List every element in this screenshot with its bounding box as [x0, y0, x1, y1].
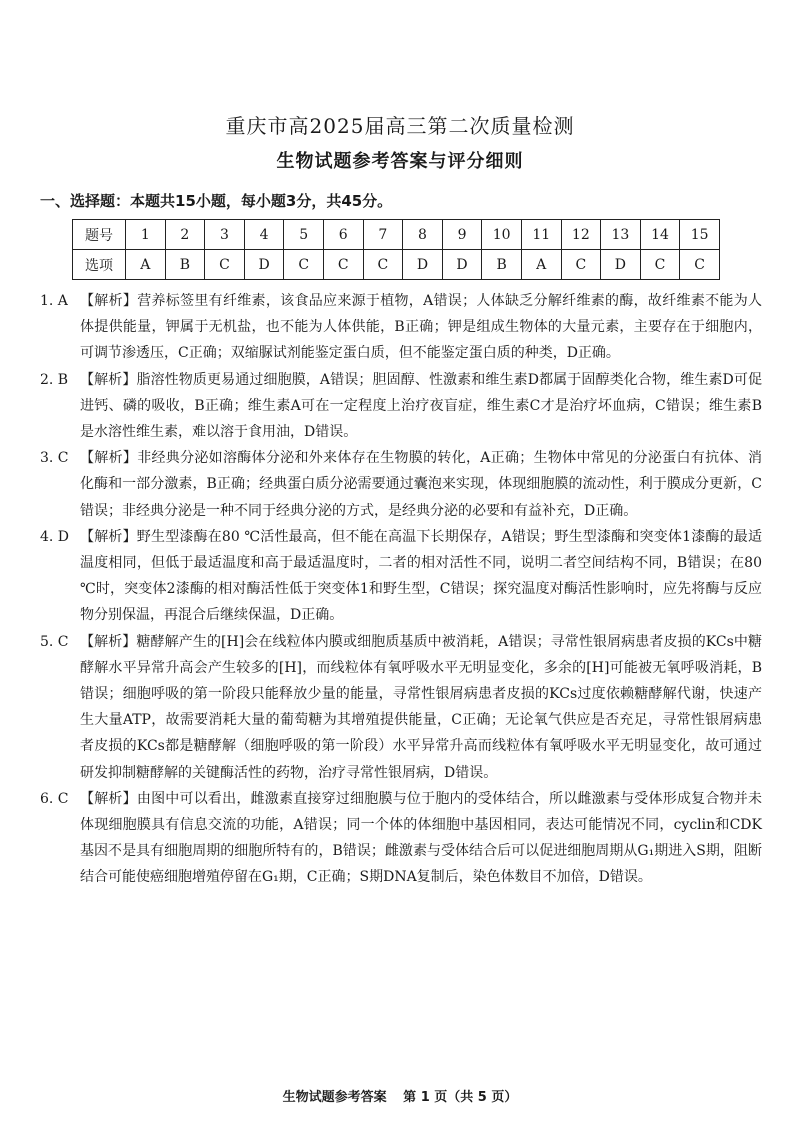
answer-choice: C [284, 250, 324, 280]
answer-choice: C [640, 250, 680, 280]
explanation-item [40, 786, 762, 891]
exam-title: 重庆市高2025届高三第二次质量检测 [225, 114, 575, 138]
answer-choice: D [442, 250, 482, 280]
answer-choice: D [244, 250, 284, 280]
explanation-text: 非经典分泌如溶酶体分泌和外来体存在生物膜的转化，A正确；生物体中常见的分泌蛋白有抗体、消化酶和一部分激素，B正确；经典蛋白质分泌需要通过囊泡来实现，体现细胞膜的流动性，利于膜成分更新，C错误；非经典分泌是一种不同于经典分泌的方式，是经典分泌的必要和有益补充，D正确。 [80, 450, 763, 519]
answer-table-choice-row [73, 250, 720, 280]
answer-choice: B [165, 250, 205, 280]
answer-choice: C [680, 250, 720, 280]
question-number: 6 [323, 220, 363, 250]
analysis-tag: 【解析】 [80, 450, 138, 467]
question-number: 12 [561, 220, 601, 250]
explanation-text: 营养标签里有纤维素，该食品应来源于植物，A错误；人体缺乏分解纤维素的酶，故纤维素不能为人体提供能量，钾属于无机盐，也不能为人体供能，B正确；钾是组成生物体的大量元素，主要存在于细胞内，可调节渗透压，C正确；双缩脲试剂能鉴定蛋白质，但不能鉴定蛋白质的种类，D正确。 [80, 293, 763, 362]
explanation-body [80, 524, 762, 629]
explanation-body [80, 629, 762, 786]
page-footer [0, 1086, 800, 1105]
explanation-item [40, 367, 762, 446]
explanation-number: 3. C [40, 450, 69, 467]
answer-choice: C [205, 250, 245, 280]
question-number: 9 [442, 220, 482, 250]
answer-choice: A [126, 250, 166, 280]
analysis-tag: 【解析】 [80, 633, 137, 650]
analysis-tag: 【解析】 [80, 293, 138, 309]
explanation-number: 1. A [40, 293, 68, 309]
explanation-item [40, 445, 762, 524]
section-heading: 一、选择题：本题共15小题，每小题3分，共45分。 [40, 192, 393, 210]
explanation-body [80, 367, 762, 446]
answer-choice: D [601, 250, 641, 280]
explanation-text: 野生型漆酶在80 ℃活性最高，但不能在高温下长期保存，A错误；野生型漆酶和突变体1漆酶的最适温度相同，但低于最适温度和高于最适温度时，二者的相对活性不同，说明二者空间结构不同，B错误；在80 ℃时，突变体2漆酶的相对酶活性低于突变体1和野生型，C错误；探究温度对酶活性影响时，应先将酶与反应物分别保温，再混合后继续保温，D正确。 [80, 528, 762, 624]
question-number: 8 [403, 220, 443, 250]
explanation-item [40, 288, 762, 367]
row-label-numbers: 题号 [73, 220, 126, 250]
answer-table-number-row [73, 220, 720, 250]
analysis-tag: 【解析】 [80, 790, 137, 807]
answer-choice: C [363, 250, 403, 280]
question-number: 14 [640, 220, 680, 250]
answer-choice: B [482, 250, 522, 280]
question-number: 15 [680, 220, 720, 250]
explanation-body [80, 288, 762, 367]
explanation-number: 5. C [40, 633, 69, 650]
question-number: 1 [126, 220, 166, 250]
answer-choice: C [323, 250, 363, 280]
question-number: 7 [363, 220, 403, 250]
explanation-list [40, 288, 762, 891]
explanation-item [40, 524, 762, 629]
explanation-text: 糖酵解产生的[H]会在线粒体内膜或细胞质基质中被消耗，A错误；寻常性银屑病患者皮损的KCs中糖酵解水平异常升高会产生较多的[H]，而线粒体有氧呼吸水平无明显变化，多余的[H]可能被无氧呼吸消耗，B错误；细胞呼吸的第一阶段只能释放少量的能量，寻常性银屑病患者皮损的KCs过度依赖糖酵解代谢，快速产生大量ATP，故需要消耗大量的葡萄糖为其增殖提供能量，C正确；无论氧气供应是否充足，寻常性银屑病患者皮损的KCs都是糖酵解（细胞呼吸的第一阶段）水平异常升高而线粒体有氧呼吸水平无明显变化，故可通过研发抑制糖酵解的关键酶活性的药物，治疗寻常性银屑病，D错误。 [80, 633, 762, 781]
answer-choice: C [561, 250, 601, 280]
footer-page-number: 第 1 页（共 5 页） [403, 1090, 518, 1105]
exam-subtitle: 生物试题参考答案与评分细则 [276, 151, 524, 172]
explanation-text: 脂溶性物质更易通过细胞膜，A错误；胆固醇、性激素和维生素D都属于固醇类化合物，维生素D可促进钙、磷的吸收，B正确；维生素A可在一定程度上治疗夜盲症，维生素C才是治疗坏血病，C错误；维生素B是水溶性维生素，难以溶于食用油，D错误。 [80, 371, 762, 441]
question-number: 10 [482, 220, 522, 250]
analysis-tag: 【解析】 [80, 371, 137, 388]
footer-doc-name: 生物试题参考答案 [282, 1090, 387, 1105]
explanation-item [40, 629, 762, 786]
question-number: 11 [521, 220, 561, 250]
explanation-body [80, 786, 762, 891]
answer-choice: D [403, 250, 443, 280]
explanation-number: 2. B [40, 371, 69, 388]
answer-choice: A [521, 250, 561, 280]
row-label-choices: 选项 [73, 250, 126, 280]
explanation-number: 4. D [40, 528, 70, 545]
answer-table [72, 219, 720, 280]
question-number: 4 [244, 220, 284, 250]
analysis-tag: 【解析】 [80, 528, 137, 545]
question-number: 2 [165, 220, 205, 250]
question-number: 13 [601, 220, 641, 250]
explanation-body [80, 445, 762, 524]
question-number: 3 [205, 220, 245, 250]
explanation-text: 由图中可以看出，雌激素直接穿过细胞膜与位于胞内的受体结合，所以雌激素与受体形成复合物并未体现细胞膜具有信息交流的功能，A错误；同一个体的体细胞中基因相同，表达可能情况不同，cyclin和CDK基因不是具有细胞周期的细胞所特有的，B错误；雌激素与受体结合后可以促进细胞周期从G₁期进入S期，阻断结合可能使癌细胞增殖停留在G₁期，C正确；S期DNA复制后，染色体数目不加倍，D错误。 [80, 790, 763, 886]
question-number: 5 [284, 220, 324, 250]
explanation-number: 6. C [40, 790, 69, 807]
